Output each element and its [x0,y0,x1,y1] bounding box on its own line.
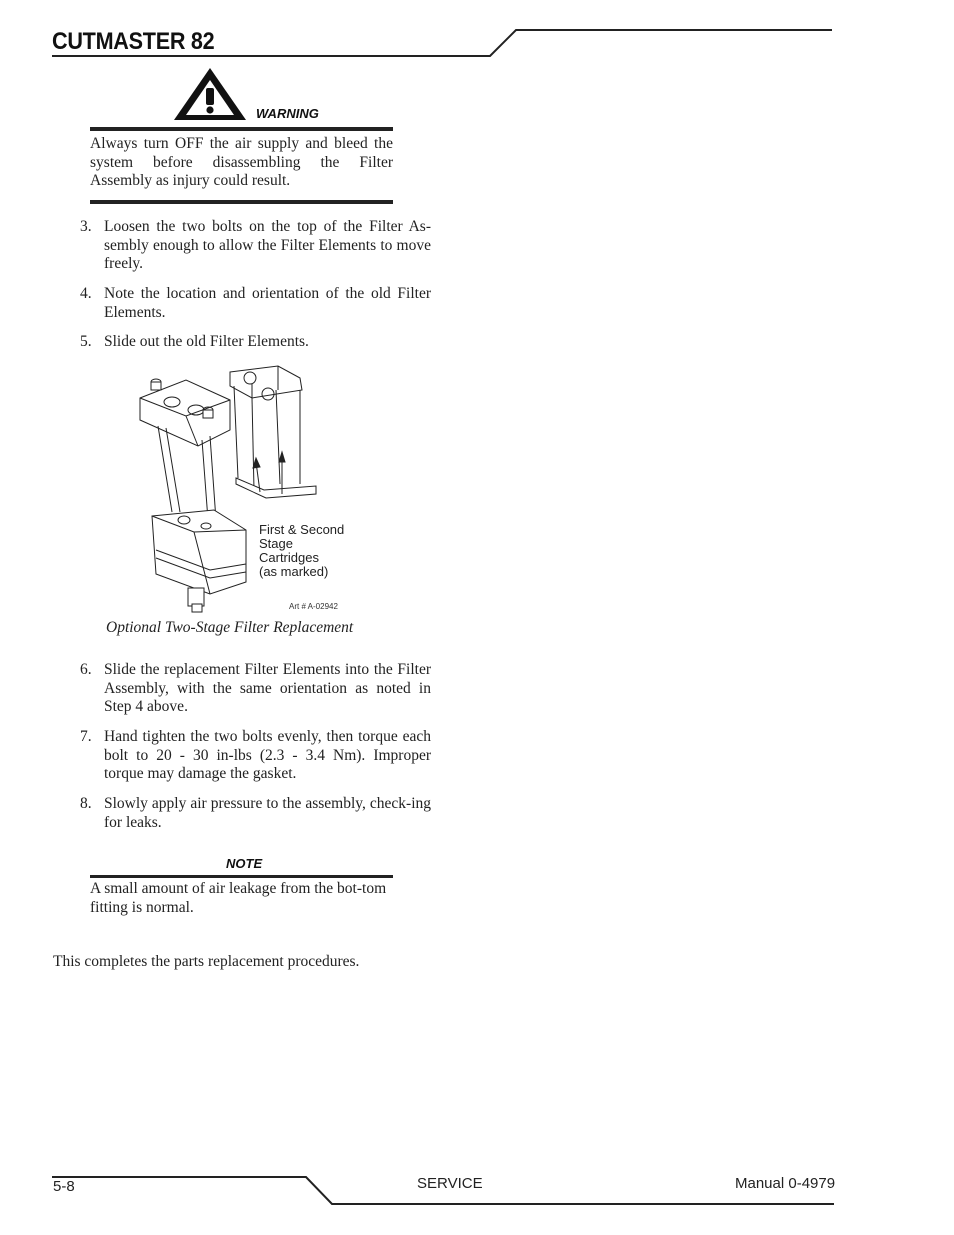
figure-callout [259,523,344,579]
step-text: Slide the replacement Filter Elements into the Filter Assembly, with the same orientation as noted in Step 4 above. [104,661,431,716]
list-item [80,218,431,274]
art-number: Art # A-02942 [289,602,338,611]
callout-line: Cartridges [259,550,319,565]
section-name: SERVICE [417,1175,483,1192]
step-number: 3. [80,218,92,235]
page-title: CUTMASTER 82 [52,28,215,55]
warning-text: Always turn OFF the air supply and bleed the system before disassembling the Filter Assembly as injury could result. [90,135,393,190]
list-item [80,728,431,784]
warning-top-rule [90,127,393,131]
closing-text: This completes the parts replacement procedures. [53,953,360,970]
step-text: Hand tighten the two bolts evenly, then torque each bolt to 20 - 30 in-lbs (2.3 - 3.4 Nm). Improper torque may damage the gasket. [104,728,431,783]
step-number: 8. [80,795,92,812]
warning-icon [172,66,248,126]
note-text: A small amount of air leakage from the bot-tom fitting is normal. [90,880,387,916]
list-item [80,285,431,323]
step-text: Slide out the old Filter Elements. [104,333,309,350]
step-number: 4. [80,285,92,302]
step-text: Note the location and orientation of the old Filter Elements. [104,285,431,321]
note-label: NOTE [226,856,263,871]
warning-label: WARNING [256,106,319,121]
step-text: Slowly apply air pressure to the assembly, check-ing for leaks. [104,795,431,831]
callout-line: First & Second [259,522,345,537]
warning-bottom-rule [90,200,393,204]
step-number: 5. [80,333,92,350]
note-rule [90,875,393,878]
step-text: Loosen the two bolts on the top of the Filter As-sembly enough to allow the Filter Elements to move freely. [104,218,431,273]
list-item [80,661,431,717]
list-item [80,333,431,353]
callout-line: (as marked) [259,564,329,579]
list-item [80,795,431,833]
step-number: 6. [80,661,92,678]
callout-line: Stage [259,536,293,551]
manual-number: Manual 0-4979 [735,1175,836,1192]
page-number: 5-8 [53,1178,75,1195]
filter-assembly-illustration [130,360,330,624]
step-number: 7. [80,728,92,745]
figure-caption: Optional Two-Stage Filter Replacement [106,619,354,636]
